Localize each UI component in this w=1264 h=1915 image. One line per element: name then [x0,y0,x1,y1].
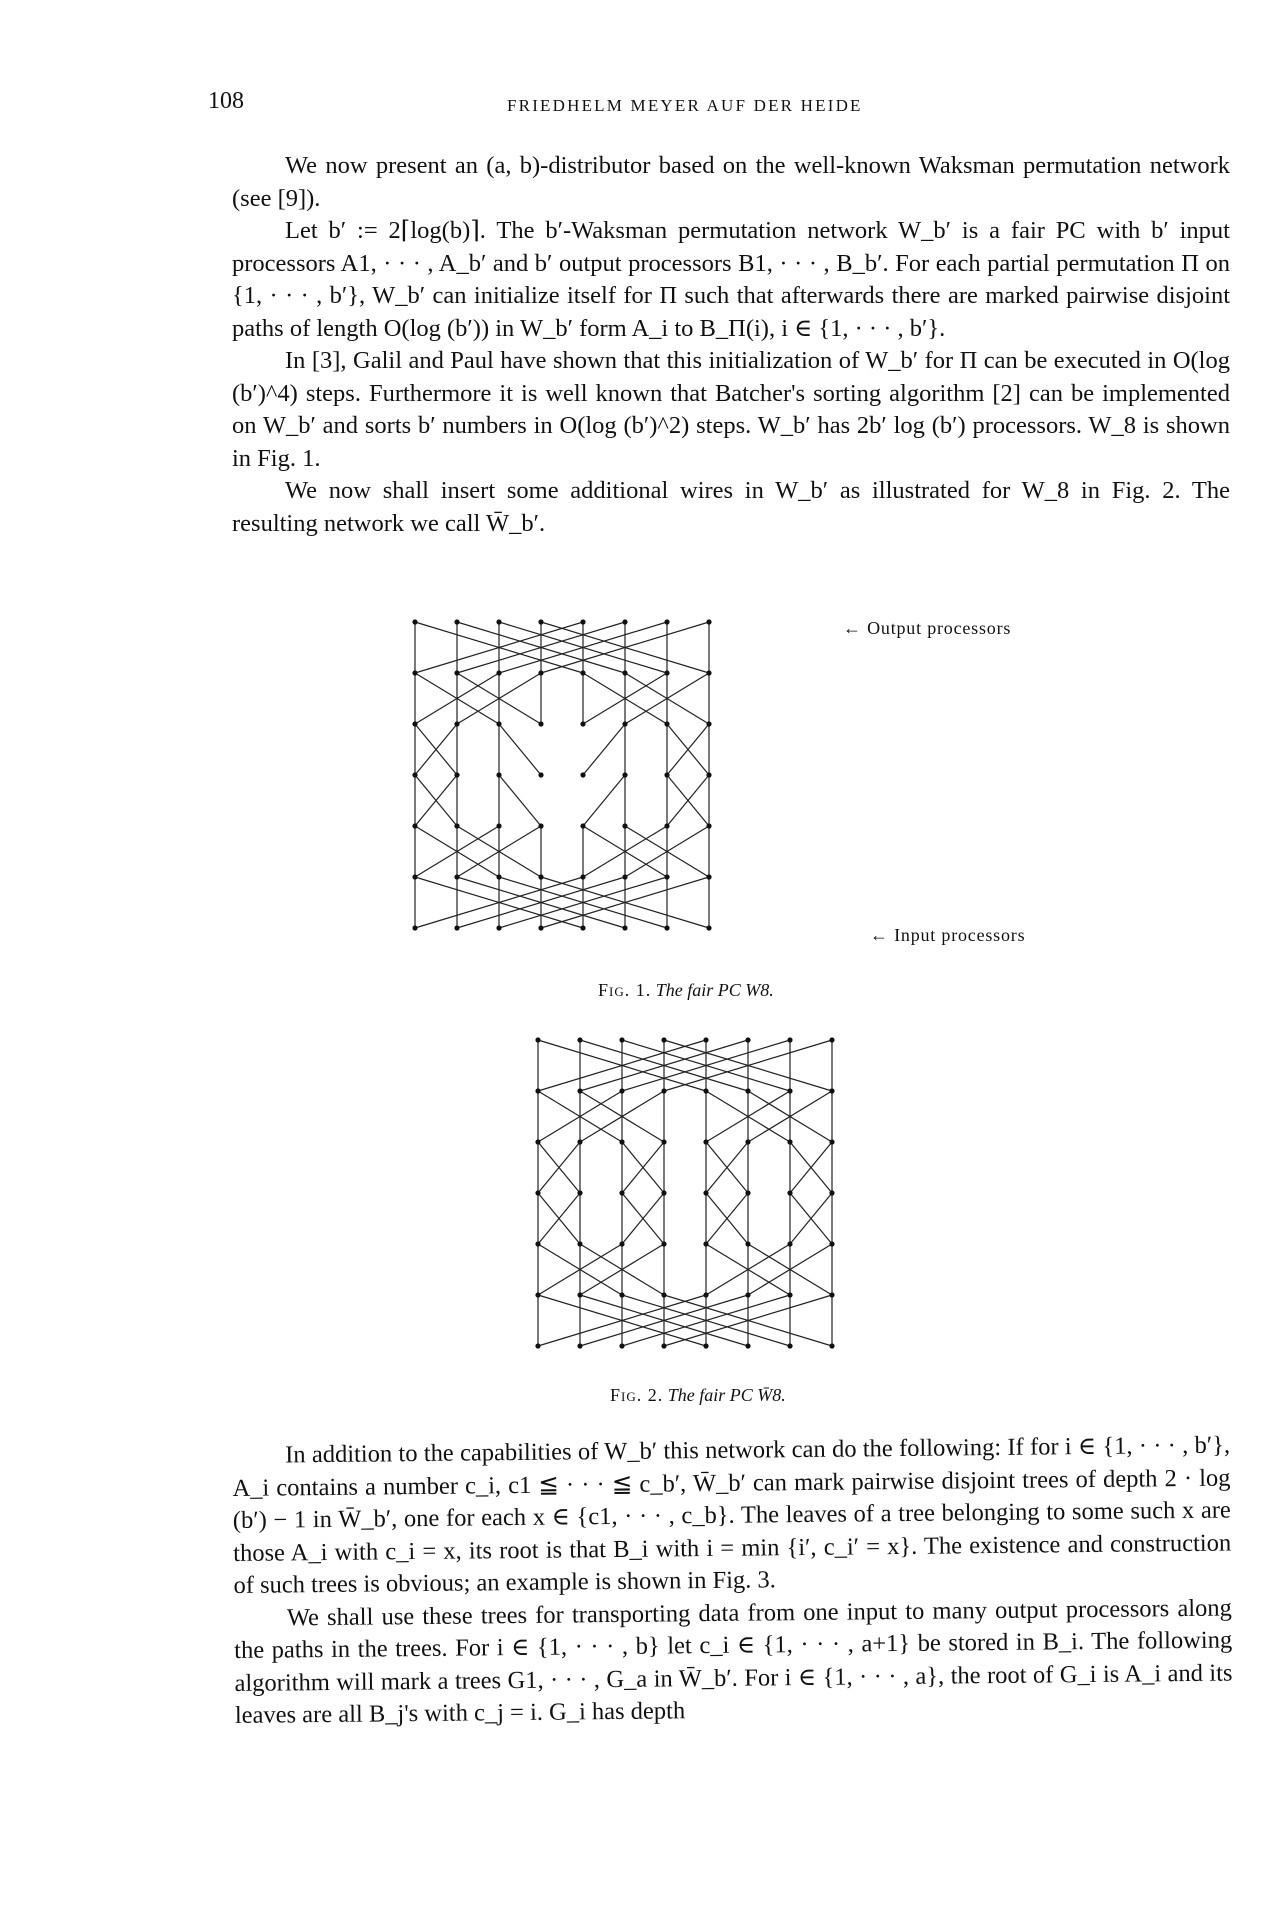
running-head: FRIEDHELM MEYER AUF DER HEIDE [507,96,863,115]
processor-node [703,1088,708,1093]
processor-node [703,1343,708,1348]
processor-node [745,1088,750,1093]
figure-2-caption-prefix: Fig. 2. [610,1385,664,1405]
figure-2-network-diagram [528,1030,908,1360]
processor-node [535,1241,540,1246]
processor-node [703,1241,708,1246]
processor-node [622,874,627,879]
processor-node [664,619,669,624]
processor-node [619,1139,624,1144]
processor-node [535,1190,540,1195]
processor-node [496,823,501,828]
processor-node [538,670,543,675]
processor-node [538,619,543,624]
processor-node [745,1343,750,1348]
processor-node [787,1037,792,1042]
processor-node [661,1190,666,1195]
processor-node [538,721,543,726]
figure-1-caption [598,980,774,1001]
figure-1-input-label: ← Input processors [870,925,1026,945]
processor-node [706,721,711,726]
processor-node [619,1190,624,1195]
processor-node [661,1139,666,1144]
processor-node [412,823,417,828]
processor-node [412,619,417,624]
processor-node [535,1088,540,1093]
processor-node [580,874,585,879]
processor-node [577,1088,582,1093]
processor-node [664,670,669,675]
processor-node [664,823,669,828]
processor-node [745,1139,750,1144]
figure-1-network-diagram [405,612,785,942]
processor-node [454,772,459,777]
processor-node [661,1241,666,1246]
processor-node [577,1292,582,1297]
network-wire [583,724,625,775]
processor-node [538,772,543,777]
processor-node [829,1241,834,1246]
processor-node [619,1241,624,1246]
processor-node [706,874,711,879]
processor-node [664,772,669,777]
processor-node [787,1343,792,1348]
processor-node [454,619,459,624]
figure-2-caption [610,1385,786,1406]
figure-1 [405,612,785,942]
processor-node [577,1343,582,1348]
processor-node [703,1139,708,1144]
processor-node [535,1037,540,1042]
processor-node [454,874,459,879]
processor-node [829,1190,834,1195]
processor-node [661,1292,666,1297]
processor-node [745,1190,750,1195]
paragraph: We now shall insert some additional wires in W_b′ as illustrated for W_8 in Fig. 2. The resulting network we call W̄_b′. [232,477,1230,537]
processor-node [496,874,501,879]
processor-node [454,823,459,828]
processor-node [622,925,627,930]
processor-node [412,874,417,879]
paragraph: In [3], Galil and Paul have shown that this initialization of W_b′ for Π can be executed in O(log (b′)^4) steps. Furthermore it is well known that Batcher's sorting algorithm [2] can be implemented on W_b′ and sorts b′ numbers in O(log (b′)^2) steps. W_b′ has 2b′ log (b′) processors. W_8 is shown in Fig. 1. [232,347,1230,472]
processor-node [535,1139,540,1144]
processor-node [535,1292,540,1297]
processor-node [412,925,417,930]
paragraph: We now present an (a, b)-distributor based on the well-known Waksman permutation network (see [9]). [232,152,1230,212]
processor-node [703,1190,708,1195]
processor-node [577,1190,582,1195]
processor-node [619,1088,624,1093]
processor-node [496,721,501,726]
processor-node [412,772,417,777]
processor-node [577,1139,582,1144]
processor-node [577,1037,582,1042]
processor-node [580,721,585,726]
processor-node [454,670,459,675]
processor-node [580,925,585,930]
processor-node [706,670,711,675]
processor-node [622,823,627,828]
processor-node [787,1139,792,1144]
processor-node [538,874,543,879]
processor-node [580,619,585,624]
network-wire [499,724,541,775]
paragraph: We shall use these trees for transporting data from one input to many output processors along the paths in the trees. For i ∈ {1, · · · , b} let c_i ∈ {1, · · · , a+1} be stored in B_i. The following algorithm will mark a trees G1, · · · , G_a in W̄_b′. For i ∈ {1, · · · , a}, the root of G_i is A_i and its leaves are all B_j's with c_j = i. G_i has depth [234,1594,1233,1729]
processor-node [622,772,627,777]
processor-node [580,670,585,675]
network-wire [499,775,541,826]
processor-node [787,1190,792,1195]
processor-node [496,670,501,675]
processor-node [538,823,543,828]
paragraph: In addition to the capabilities of W_b′ this network can do the following: If for i ∈ {1, · · · , b′}, A_i contains a number c_i, c1 ≦ · · · ≦ c_b′, W̄_b′ can mark pairwise disjoint trees of depth 2 · log (b′) − 1 in W̄_b′, one for each x ∈ {c1, · · · , c_b}. The leaves of a tree belonging to some such x are those A_i with c_i = x, its root is that B_i with i = min {i′, c_i′ = x}. The existence and construction of such trees is obvious; an example is shown in Fig. 3. [232,1431,1232,1599]
processor-node [664,721,669,726]
processor-node [535,1343,540,1348]
processor-node [580,772,585,777]
figure-2 [528,1030,908,1360]
processor-node [538,925,543,930]
processor-node [619,1037,624,1042]
processor-node [787,1088,792,1093]
processor-node [787,1292,792,1297]
processor-node [619,1292,624,1297]
processor-node [706,619,711,624]
figure-1-caption-title: The fair PC W8. [655,980,774,1000]
processor-node [829,1343,834,1348]
processor-node [787,1241,792,1246]
processor-node [745,1037,750,1042]
processor-node [745,1292,750,1297]
figure-2-caption-title: The fair PC W̄8. [667,1385,786,1405]
body-text-bottom [232,1430,1233,1733]
processor-node [706,772,711,777]
processor-node [496,925,501,930]
processor-node [412,670,417,675]
processor-node [664,925,669,930]
processor-node [412,721,417,726]
processor-node [619,1343,624,1348]
processor-node [703,1037,708,1042]
processor-node [454,721,459,726]
processor-node [622,721,627,726]
processor-node [454,925,459,930]
processor-node [664,874,669,879]
processor-node [622,619,627,624]
processor-node [829,1139,834,1144]
figure-1-caption-prefix: Fig. 1. [598,980,652,1000]
processor-node [706,925,711,930]
processor-node [577,1241,582,1246]
paragraph: Let b′ := 2⌈log(b)⌉. The b′-Waksman permutation network W_b′ is a fair PC with b′ input processors A1, · · · , A_b′ and b′ output processors B1, · · · , B_b′. For each partial permutation Π on {1, · · · , b′}, W_b′ can initialize itself for Π such that afterwards there are marked pairwise disjoint paths of length O(log (b′)) in W_b′ form A_i to B_Π(i), i ∈ {1, · · · , b′}. [232,217,1230,342]
processor-node [496,619,501,624]
body-text-top [232,150,1230,540]
processor-node [829,1037,834,1042]
processor-node [496,772,501,777]
figure-1-output-label: ← Output processors [843,618,1012,638]
processor-node [829,1088,834,1093]
processor-node [661,1343,666,1348]
processor-node [745,1241,750,1246]
processor-node [706,823,711,828]
page-number: 108 [208,88,244,114]
processor-node [661,1088,666,1093]
processor-node [622,670,627,675]
network-wire [583,775,625,826]
processor-node [829,1292,834,1297]
processor-node [703,1292,708,1297]
processor-node [661,1037,666,1042]
processor-node [580,823,585,828]
